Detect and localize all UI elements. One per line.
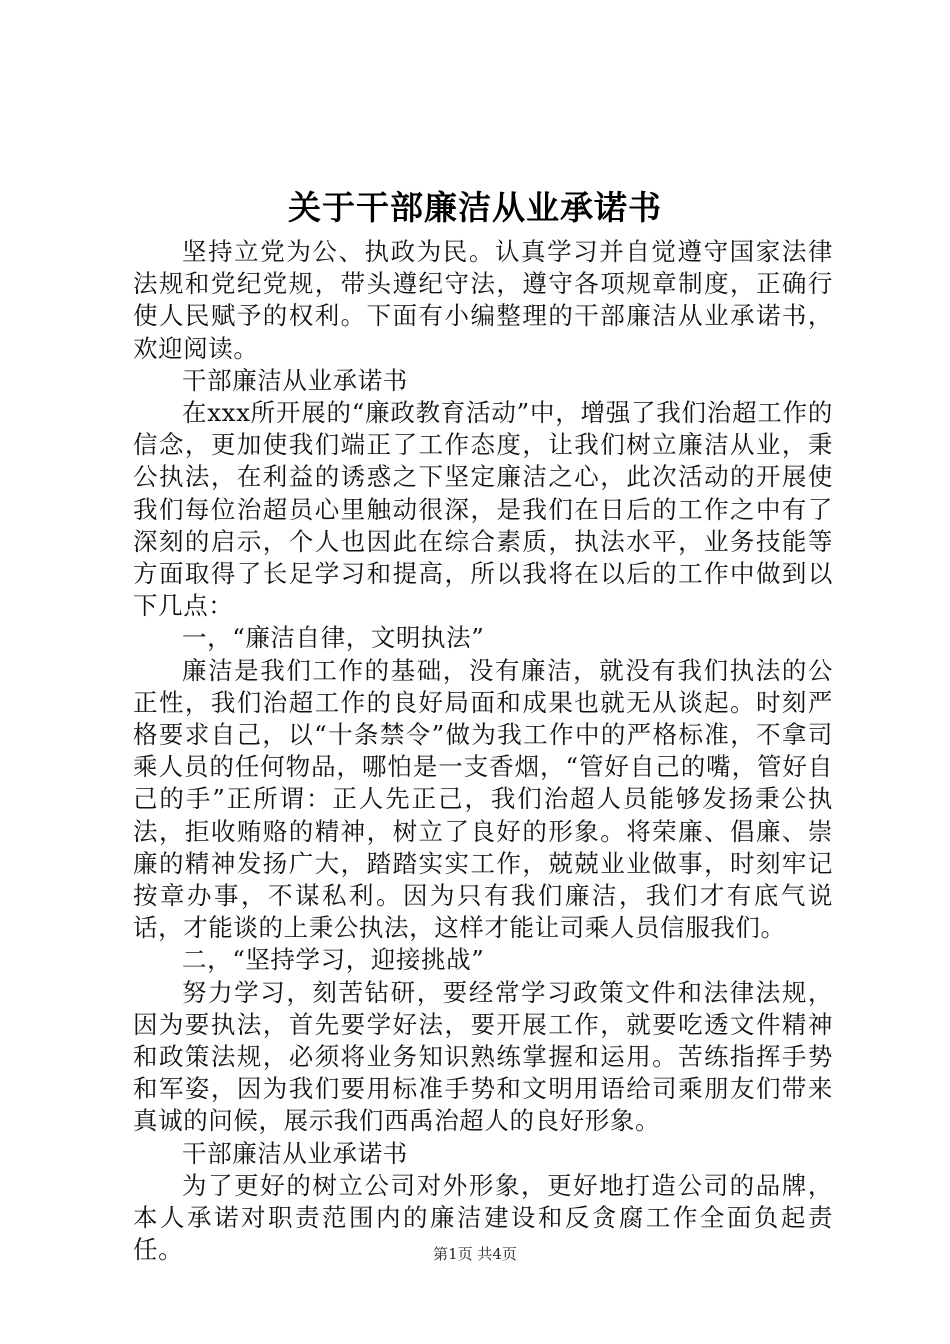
section-heading: 干部廉洁从业承诺书 (182, 365, 408, 395)
document-body (133, 236, 833, 1267)
section-heading: 干部廉洁从业承诺书 (182, 1138, 408, 1168)
page-number-footer: 第1页 共4页 (433, 1245, 517, 1263)
body-paragraph: 为了更好的树立公司对外形象，更好地打造公司的品牌，本人承诺对职责范围内的廉洁建设和反贪腐工作全面负起责任。 (133, 1170, 833, 1265)
section-heading: 一，“廉洁自律，文明执法” (182, 623, 485, 653)
document-title: 关于干部廉洁从业承诺书 (288, 188, 662, 227)
body-paragraph: 在xxx所开展的“廉政教育活动”中，增强了我们治超工作的信念，更加使我们端正了工作态度，让我们树立廉洁从业，秉公执法，在利益的诱惑之下坚定廉洁之心，此次活动的开展使我们每位治超员心里触动很深，是我们在日后的工作之中有了深刻的启示，个人也因此在综合素质，执法水平，业务技能等方面取得了长足学习和提高，所以我将在以后的工作中做到以下几点： (133, 398, 833, 621)
body-paragraph: 廉洁是我们工作的基础，没有廉洁，就没有我们执法的公正性，我们治超工作的良好局面和成果也就无从谈起。时刻严格要求自己，以“十条禁令”做为我工作中的严格标准，不拿司乘人员的任何物品，哪怕是一支香烟，“管好自己的嘴，管好自己的手”正所谓：正人先正己，我们治超人员能够发扬秉公执法，拒收贿赂的精神，树立了良好的形象。将荣廉、倡廉、崇廉的精神发扬广大，踏踏实实工作，兢兢业业做事，时刻牢记按章办事，不谋私利。因为只有我们廉洁，我们才有底气说话，才能谈的上秉公执法，这样才能让司乘人员信服我们。 (133, 655, 833, 943)
body-paragraph: 努力学习，刻苦钻研，要经常学习政策文件和法律法规，因为要执法，首先要学好法，要开展工作，就要吃透文件精神和政策法规，必须将业务知识熟练掌握和运用。苦练指挥手势和军姿，因为我们要用标准手势和文明用语给司乘朋友们带来真诚的问候，展示我们西禹治超人的良好形象。 (133, 977, 833, 1136)
section-heading: 二，“坚持学习，迎接挑战” (182, 945, 485, 975)
body-paragraph: 坚持立党为公、执政为民。认真学习并自觉遵守国家法律法规和党纪党规，带头遵纪守法，遵守各项规章制度，正确行使人民赋予的权利。下面有小编整理的干部廉洁从业承诺书，欢迎阅读。 (133, 237, 833, 363)
